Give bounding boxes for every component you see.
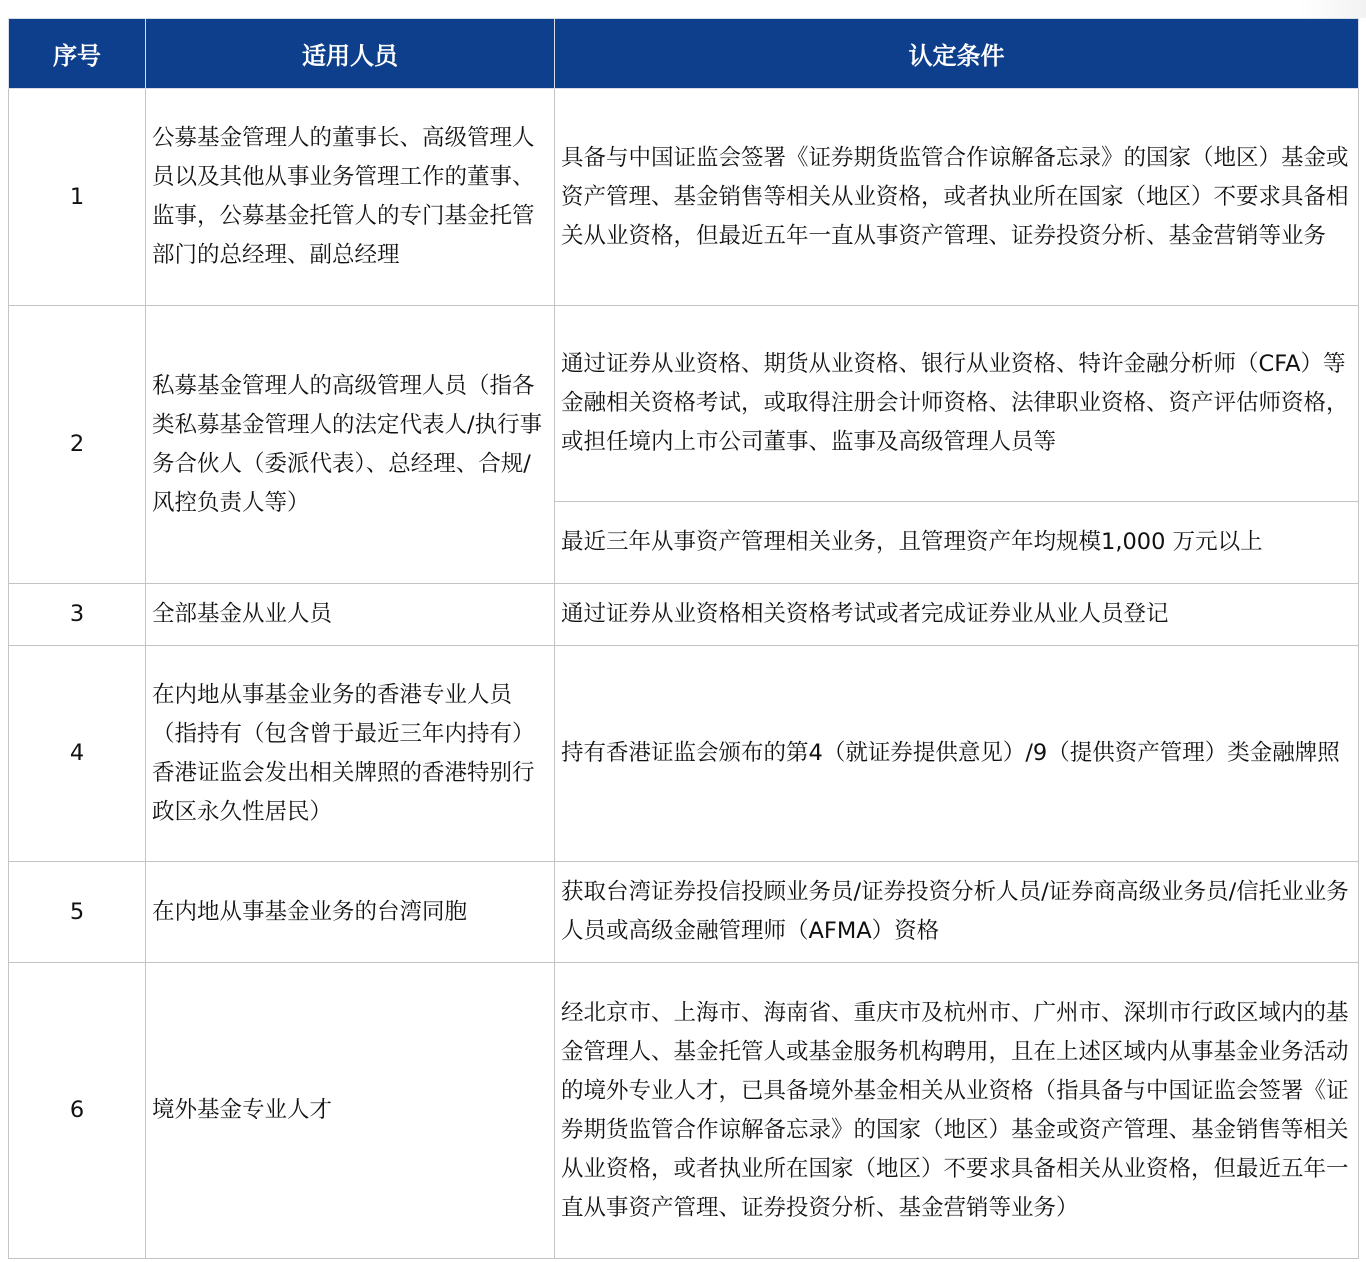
top-edge-shade — [1300, 0, 1366, 18]
header-applicable-personnel: 适用人员 — [146, 19, 555, 89]
applicable-personnel-cell: 境外基金专业人才 — [146, 963, 555, 1259]
criteria-cell: 持有香港证监会颁布的第4（就证券提供意见）/9（提供资产管理）类金融牌照 — [555, 646, 1359, 862]
table-row — [9, 963, 1359, 1259]
row-number: 2 — [9, 306, 146, 584]
criteria-cell: 通过证券从业资格、期货从业资格、银行从业资格、特许金融分析师（CFA）等金融相关资格考试，或取得注册会计师资格、法律职业资格、资产评估师资格，或担任境内上市公司董事、监事及高级管理人员等 — [555, 306, 1359, 502]
row-number: 4 — [9, 646, 146, 862]
qualification-table — [8, 18, 1359, 1259]
criteria-cell: 具备与中国证监会签署《证券期货监管合作谅解备忘录》的国家（地区）基金或资产管理、基金销售等相关从业资格，或者执业所在国家（地区）不要求具备相关从业资格，但最近五年一直从事资产管理、证券投资分析、基金营销等业务 — [555, 89, 1359, 306]
table-row — [9, 862, 1359, 963]
header-criteria: 认定条件 — [555, 19, 1359, 89]
table-row — [9, 646, 1359, 862]
criteria-cell: 通过证券从业资格相关资格考试或者完成证券业从业人员登记 — [555, 584, 1359, 646]
row-number: 3 — [9, 584, 146, 646]
header-row — [9, 19, 1359, 89]
row-number: 5 — [9, 862, 146, 963]
applicable-personnel-cell: 私募基金管理人的高级管理人员（指各类私募基金管理人的法定代表人/执行事务合伙人（委派代表）、总经理、合规/风控负责人等） — [146, 306, 555, 584]
table-row — [9, 584, 1359, 646]
applicable-personnel-cell: 在内地从事基金业务的台湾同胞 — [146, 862, 555, 963]
applicable-personnel-cell: 全部基金从业人员 — [146, 584, 555, 646]
applicable-personnel-cell: 在内地从事基金业务的香港专业人员（指持有（包含曾于最近三年内持有）香港证监会发出相关牌照的香港特别行政区永久性居民） — [146, 646, 555, 862]
criteria-cell: 经北京市、上海市、海南省、重庆市及杭州市、广州市、深圳市行政区域内的基金管理人、基金托管人或基金服务机构聘用，且在上述区域内从事基金业务活动的境外专业人才，已具备境外基金相关从业资格（指具备与中国证监会签署《证券期货监管合作谅解备忘录》的国家（地区）基金或资产管理、基金销售等相关从业资格，或者执业所在国家（地区）不要求具备相关从业资格，但最近五年一直从事资产管理、证券投资分析、基金营销等业务） — [555, 963, 1359, 1259]
criteria-cell: 最近三年从事资产管理相关业务，且管理资产年均规模1,000 万元以上 — [555, 502, 1359, 584]
row-number: 1 — [9, 89, 146, 306]
criteria-cell: 获取台湾证券投信投顾业务员/证券投资分析人员/证券商高级业务员/信托业业务人员或高级金融管理师（AFMA）资格 — [555, 862, 1359, 963]
table-row — [9, 306, 1359, 502]
header-no: 序号 — [9, 19, 146, 89]
table-row — [9, 89, 1359, 306]
applicable-personnel-cell: 公募基金管理人的董事长、高级管理人员以及其他从事业务管理工作的董事、监事，公募基金托管人的专门基金托管部门的总经理、副总经理 — [146, 89, 555, 306]
row-number: 6 — [9, 963, 146, 1259]
